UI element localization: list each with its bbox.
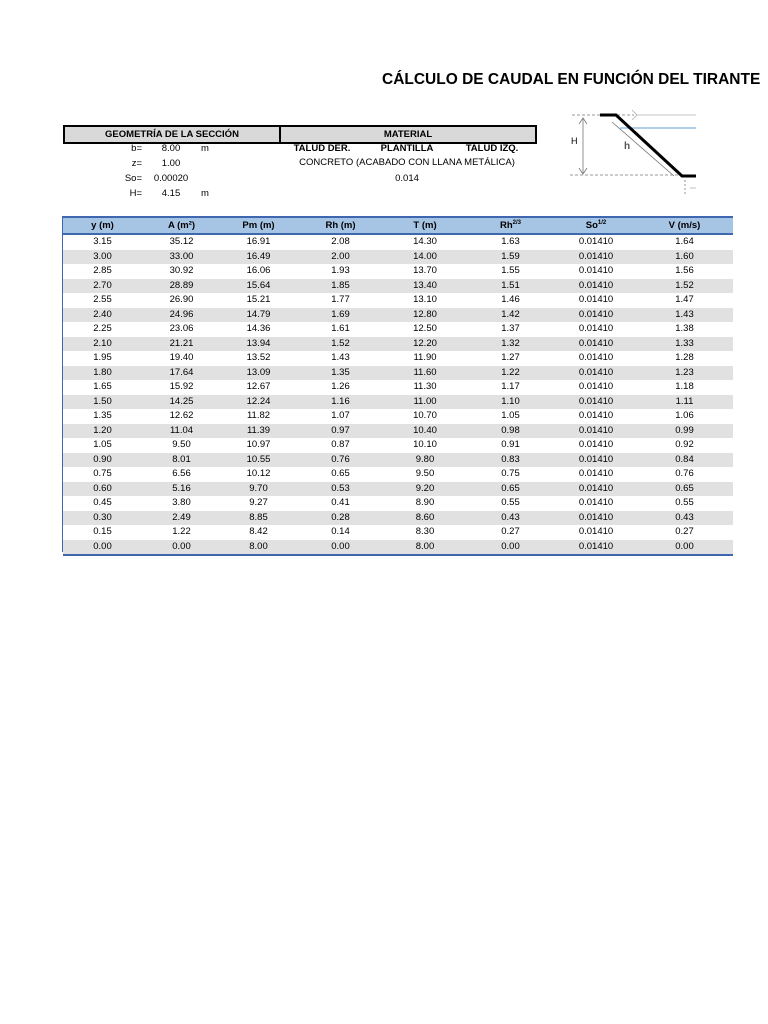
column-header-text: Rh: [499, 220, 513, 232]
table-cell: 0.65: [636, 482, 733, 497]
table-cell: 14.36: [221, 322, 296, 337]
column-header: [556, 217, 636, 234]
table-cell: 1.63: [465, 234, 556, 250]
table-cell: 10.70: [385, 409, 465, 424]
table-cell: 1.43: [296, 351, 385, 366]
param-h-label: H=: [129, 188, 142, 199]
table-row: [63, 264, 733, 279]
table-cell: 0.01410: [556, 337, 636, 352]
table-cell: 13.09: [221, 366, 296, 381]
table-cell: 1.46: [465, 293, 556, 308]
table-cell: 0.01410: [556, 234, 636, 250]
column-header-superscript: 1/2: [597, 219, 607, 226]
table-cell: 1.35: [296, 366, 385, 381]
table-cell: 2.08: [296, 234, 385, 250]
table-cell: 0.28: [296, 511, 385, 526]
table-cell: 2.40: [63, 308, 142, 323]
table-cell: 1.38: [636, 322, 733, 337]
page-title: CÁLCULO DE CAUDAL EN FUNCIÓN DEL TIRANTE: [382, 71, 761, 88]
table-cell: 1.93: [296, 264, 385, 279]
table-cell: 0.76: [296, 453, 385, 468]
table-cell: 10.40: [385, 424, 465, 439]
table-cell: 2.85: [63, 264, 142, 279]
table-cell: 0.60: [63, 482, 142, 497]
column-header-text: V (m/s): [668, 220, 701, 231]
table-cell: 0.99: [636, 424, 733, 439]
table-cell: 0.01410: [556, 279, 636, 294]
table-cell: 1.47: [636, 293, 733, 308]
table-cell: 0.41: [296, 496, 385, 511]
table-cell: 13.10: [385, 293, 465, 308]
table-cell: 16.49: [221, 250, 296, 265]
table-cell: 1.17: [465, 380, 556, 395]
table-cell: 6.56: [142, 467, 221, 482]
table-cell: 0.01410: [556, 467, 636, 482]
table-cell: 0.00: [296, 540, 385, 556]
material-description: CONCRETO (ACABADO CON LLANA METÁLICA): [299, 157, 515, 168]
param-b-unit: m: [201, 143, 209, 154]
table-cell: 9.20: [385, 482, 465, 497]
table-row: [63, 453, 733, 468]
table-cell: 8.01: [142, 453, 221, 468]
table-cell: 1.61: [296, 322, 385, 337]
table-cell: 0.14: [296, 525, 385, 540]
table-cell: 1.27: [465, 351, 556, 366]
table-cell: 0.01410: [556, 293, 636, 308]
table-cell: 0.27: [465, 525, 556, 540]
table-header-row: [63, 217, 733, 234]
table-cell: 1.06: [636, 409, 733, 424]
table-cell: 14.00: [385, 250, 465, 265]
table-cell: 1.10: [465, 395, 556, 410]
plantilla-label: PLANTILLA: [380, 143, 434, 154]
table-cell: 0.55: [636, 496, 733, 511]
param-so-value: 0.00020: [153, 173, 189, 184]
table-cell: 1.69: [296, 308, 385, 323]
column-header: [221, 217, 296, 234]
table-row: [63, 234, 733, 250]
table-row: [63, 322, 733, 337]
table-cell: 0.98: [465, 424, 556, 439]
table-cell: 0.27: [636, 525, 733, 540]
table-cell: 1.35: [63, 409, 142, 424]
column-header: [636, 217, 733, 234]
table-cell: 0.15: [63, 525, 142, 540]
table-cell: 1.32: [465, 337, 556, 352]
param-b-value: 8.00: [161, 143, 181, 154]
table-cell: 10.12: [221, 467, 296, 482]
table-row: [63, 511, 733, 526]
table-cell: 19.40: [142, 351, 221, 366]
table-cell: 26.90: [142, 293, 221, 308]
table-row: [63, 482, 733, 497]
table-row: [63, 337, 733, 352]
table-cell: 1.22: [142, 525, 221, 540]
table-cell: 0.00: [636, 540, 733, 556]
table-cell: 1.20: [63, 424, 142, 439]
table-cell: 0.01410: [556, 453, 636, 468]
table-cell: 13.40: [385, 279, 465, 294]
table-cell: 35.12: [142, 234, 221, 250]
column-header-text: T (m): [413, 220, 437, 231]
table-cell: 8.00: [221, 540, 296, 556]
table-cell: 0.01410: [556, 250, 636, 265]
table-cell: 14.79: [221, 308, 296, 323]
results-table: [63, 216, 733, 556]
column-header: [142, 217, 221, 234]
column-header-text: Rh (m): [325, 220, 356, 231]
table-row: [63, 293, 733, 308]
table-cell: 0.75: [63, 467, 142, 482]
table-cell: 0.00: [63, 540, 142, 556]
table-cell: 0.01410: [556, 380, 636, 395]
table-cell: 11.82: [221, 409, 296, 424]
table-row: [63, 351, 733, 366]
table-cell: 3.80: [142, 496, 221, 511]
column-header: [385, 217, 465, 234]
table-cell: 1.60: [636, 250, 733, 265]
table-cell: 33.00: [142, 250, 221, 265]
table-cell: 11.39: [221, 424, 296, 439]
H-label: H: [571, 136, 578, 146]
table-cell: 1.07: [296, 409, 385, 424]
table-cell: 0.01410: [556, 438, 636, 453]
table-cell: 0.30: [63, 511, 142, 526]
table-cell: 8.42: [221, 525, 296, 540]
table-row: [63, 395, 733, 410]
table-cell: 0.55: [465, 496, 556, 511]
table-cell: 11.00: [385, 395, 465, 410]
manning-n-value: 0.014: [395, 173, 419, 184]
table-row: [63, 409, 733, 424]
h-label: h: [624, 141, 631, 152]
table-cell: 8.90: [385, 496, 465, 511]
param-z-value: 1.00: [161, 158, 181, 169]
table-cell: 1.55: [465, 264, 556, 279]
table-cell: 1.28: [636, 351, 733, 366]
table-cell: 1.18: [636, 380, 733, 395]
column-header: [63, 217, 142, 234]
table-row: [63, 424, 733, 439]
table-cell: 5.16: [142, 482, 221, 497]
table-cell: 24.96: [142, 308, 221, 323]
table-cell: 12.24: [221, 395, 296, 410]
table-cell: 12.67: [221, 380, 296, 395]
table-cell: 1.11: [636, 395, 733, 410]
table-cell: 15.64: [221, 279, 296, 294]
column-header-text: Pm (m): [242, 220, 275, 231]
table-cell: 9.80: [385, 453, 465, 468]
table-cell: 9.27: [221, 496, 296, 511]
table-row: [63, 308, 733, 323]
table-cell: 0.53: [296, 482, 385, 497]
table-cell: 16.91: [221, 234, 296, 250]
talud-izq-label: TALUD IZQ.: [465, 143, 519, 154]
table-cell: 13.70: [385, 264, 465, 279]
table-row: [63, 380, 733, 395]
table-cell: 1.64: [636, 234, 733, 250]
table-cell: 1.56: [636, 264, 733, 279]
param-z-label: z=: [131, 158, 142, 169]
table-cell: 0.65: [465, 482, 556, 497]
table-cell: 2.00: [296, 250, 385, 265]
param-b-label: b=: [131, 143, 142, 154]
table-cell: 1.52: [636, 279, 733, 294]
table-cell: 0.01410: [556, 540, 636, 556]
column-header-superscript: 2/3: [512, 219, 521, 226]
talud-der-label: TALUD DER.: [293, 143, 351, 154]
table-cell: 8.60: [385, 511, 465, 526]
table-cell: 0.83: [465, 453, 556, 468]
table-cell: 12.80: [385, 308, 465, 323]
table-cell: 8.30: [385, 525, 465, 540]
table-cell: 11.30: [385, 380, 465, 395]
table-cell: 1.51: [465, 279, 556, 294]
geometry-header: GEOMETRÍA DE LA SECCIÓN: [63, 125, 281, 144]
table-cell: 9.50: [385, 467, 465, 482]
table-cell: 1.23: [636, 366, 733, 381]
table-cell: 1.80: [63, 366, 142, 381]
table-cell: 1.77: [296, 293, 385, 308]
table-cell: 1.37: [465, 322, 556, 337]
table-cell: 0.01410: [556, 424, 636, 439]
table-cell: 0.75: [465, 467, 556, 482]
table-cell: 2.70: [63, 279, 142, 294]
table-cell: 11.60: [385, 366, 465, 381]
table-cell: 0.87: [296, 438, 385, 453]
h-dimension-line: [612, 122, 674, 176]
table-row: [63, 540, 733, 556]
table-cell: 0.01410: [556, 511, 636, 526]
table-cell: 1.59: [465, 250, 556, 265]
table-cell: 2.10: [63, 337, 142, 352]
table-cell: 0.45: [63, 496, 142, 511]
material-header: MATERIAL: [279, 125, 537, 144]
table-cell: 1.05: [63, 438, 142, 453]
table-cell: 2.49: [142, 511, 221, 526]
param-so-label: So=: [124, 173, 142, 184]
table-cell: 2.55: [63, 293, 142, 308]
table-cell: 12.50: [385, 322, 465, 337]
table-cell: 0.90: [63, 453, 142, 468]
param-h-value: 4.15: [161, 188, 181, 199]
column-header-text: A (m²): [167, 220, 196, 231]
table-cell: 16.06: [221, 264, 296, 279]
table-cell: 0.00: [465, 540, 556, 556]
table-cell: 0.01410: [556, 496, 636, 511]
table-cell: 0.92: [636, 438, 733, 453]
table-cell: 0.01410: [556, 322, 636, 337]
results-table-wrap: [63, 216, 701, 552]
table-cell: 0.01410: [556, 351, 636, 366]
table-cell: 0.76: [636, 467, 733, 482]
table-cell: 12.62: [142, 409, 221, 424]
table-cell: 9.50: [142, 438, 221, 453]
table-cell: 28.89: [142, 279, 221, 294]
table-cell: 1.42: [465, 308, 556, 323]
table-cell: 0.01410: [556, 264, 636, 279]
table-row: [63, 525, 733, 540]
table-cell: 9.70: [221, 482, 296, 497]
table-cell: 10.55: [221, 453, 296, 468]
table-cell: 0.01410: [556, 395, 636, 410]
table-cell: 14.25: [142, 395, 221, 410]
table-row: [63, 467, 733, 482]
table-cell: 15.92: [142, 380, 221, 395]
table-cell: 3.00: [63, 250, 142, 265]
table-cell: 13.94: [221, 337, 296, 352]
table-cell: 11.90: [385, 351, 465, 366]
param-h-unit: m: [201, 188, 209, 199]
table-cell: 8.85: [221, 511, 296, 526]
column-header: [465, 217, 556, 234]
table-cell: 3.15: [63, 234, 142, 250]
table-cell: 30.92: [142, 264, 221, 279]
table-cell: 0.01410: [556, 482, 636, 497]
table-cell: 17.64: [142, 366, 221, 381]
table-cell: 1.33: [636, 337, 733, 352]
table-cell: 1.05: [465, 409, 556, 424]
table-row: [63, 279, 733, 294]
table-cell: 1.50: [63, 395, 142, 410]
table-cell: 1.52: [296, 337, 385, 352]
table-cell: 1.85: [296, 279, 385, 294]
table-cell: 0.01410: [556, 525, 636, 540]
column-header-text: y (m): [91, 220, 114, 231]
table-cell: 0.65: [296, 467, 385, 482]
table-cell: 21.21: [142, 337, 221, 352]
table-cell: 1.95: [63, 351, 142, 366]
table-cell: 8.00: [385, 540, 465, 556]
table-cell: 0.97: [296, 424, 385, 439]
table-cell: 13.52: [221, 351, 296, 366]
table-cell: 0.43: [636, 511, 733, 526]
table-cell: 11.04: [142, 424, 221, 439]
table-body: [63, 234, 733, 555]
table-cell: 10.97: [221, 438, 296, 453]
table-cell: 0.01410: [556, 308, 636, 323]
table-cell: 1.26: [296, 380, 385, 395]
table-row: [63, 438, 733, 453]
table-cell: 0.91: [465, 438, 556, 453]
table-cell: 1.22: [465, 366, 556, 381]
table-cell: 0.84: [636, 453, 733, 468]
table-cell: 14.30: [385, 234, 465, 250]
table-cell: 0.01410: [556, 409, 636, 424]
table-cell: 23.06: [142, 322, 221, 337]
table-cell: 1.65: [63, 380, 142, 395]
table-row: [63, 366, 733, 381]
column-header: [296, 217, 385, 234]
table-cell: 15.21: [221, 293, 296, 308]
table-cell: 0.00: [142, 540, 221, 556]
table-cell: 0.01410: [556, 366, 636, 381]
table-cell: 10.10: [385, 438, 465, 453]
table-cell: 1.43: [636, 308, 733, 323]
table-row: [63, 250, 733, 265]
table-cell: 12.20: [385, 337, 465, 352]
table-row: [63, 496, 733, 511]
channel-section-diagram: [562, 108, 696, 194]
table-cell: 2.25: [63, 322, 142, 337]
table-cell: 0.43: [465, 511, 556, 526]
table-cell: 1.16: [296, 395, 385, 410]
column-header-text: So: [585, 220, 598, 232]
